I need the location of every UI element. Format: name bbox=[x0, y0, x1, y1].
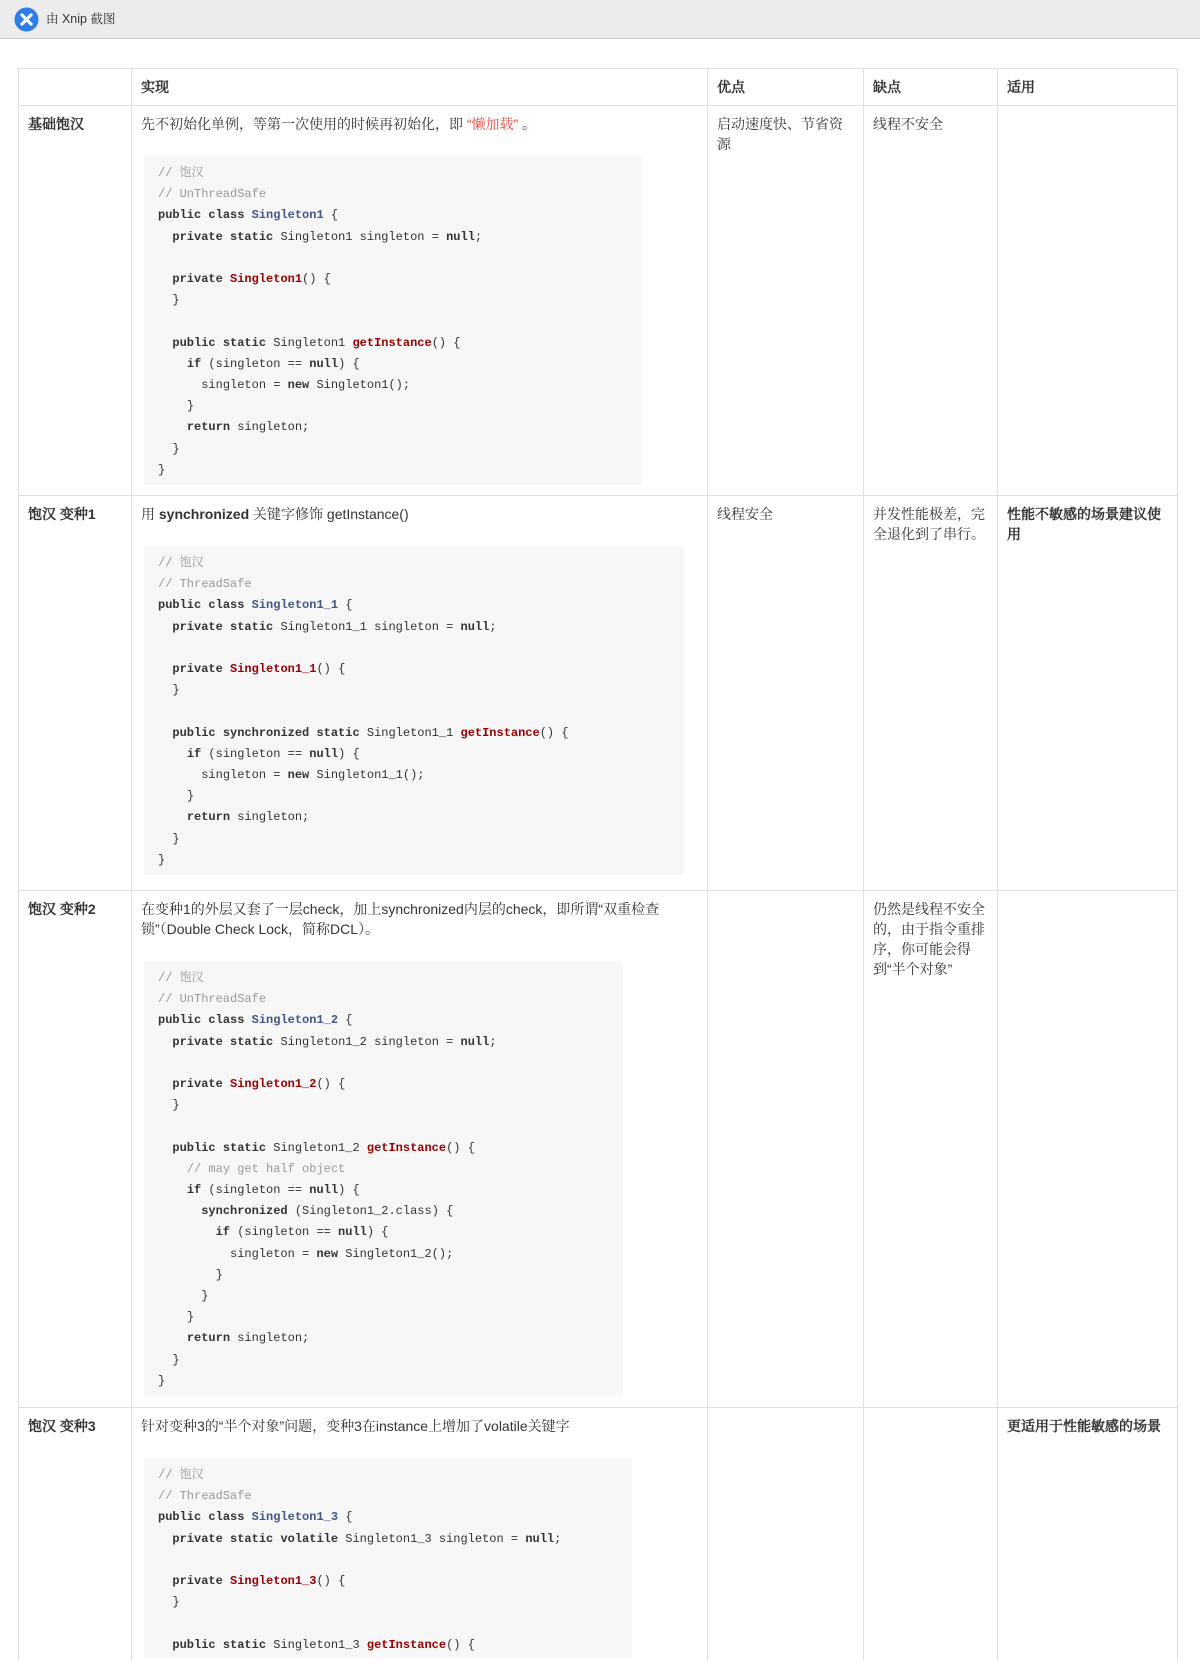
code-line: return singleton; bbox=[186, 420, 310, 435]
code-keyword: public bbox=[172, 725, 216, 740]
code-keyword: null bbox=[525, 1531, 555, 1546]
implementation-cell bbox=[132, 1408, 708, 1660]
code-line bbox=[158, 1486, 618, 1507]
table-row bbox=[19, 496, 1178, 891]
code-line bbox=[158, 1053, 609, 1074]
code-keyword: null bbox=[309, 746, 339, 761]
code-class-name: Singleton1 bbox=[251, 208, 324, 223]
code-line: private Singleton1_2() { bbox=[172, 1077, 346, 1091]
code-line: private Singleton1_3() { bbox=[172, 1574, 346, 1588]
code-function-name: getInstance bbox=[366, 1637, 447, 1652]
code-keyword: static bbox=[230, 229, 274, 244]
code-keyword: private bbox=[172, 662, 223, 676]
code-comment: // 饱汉 bbox=[158, 1468, 204, 1482]
implementation-cell bbox=[132, 891, 708, 1408]
code-keyword: private bbox=[172, 619, 223, 634]
code-keyword: static bbox=[230, 1531, 274, 1546]
code-comment: // UnThreadSafe bbox=[158, 992, 267, 1007]
code-function-name: Singleton1 bbox=[230, 272, 303, 286]
code-function-name: Singleton1_3 bbox=[230, 1574, 317, 1588]
code-line: public class Singleton1_1 { bbox=[158, 598, 353, 613]
cons-cell: 并发性能极差，完全退化到了串行。 bbox=[864, 496, 998, 891]
table-row bbox=[19, 891, 1178, 1408]
code-line: if (singleton == null) { bbox=[186, 356, 360, 371]
code-function-name: getInstance bbox=[352, 335, 432, 350]
code-keyword: return bbox=[186, 1331, 231, 1346]
table-row bbox=[19, 106, 1178, 496]
code-class-name: Singleton1_3 bbox=[251, 1510, 339, 1525]
code-line: singleton = new Singleton1(); bbox=[201, 378, 411, 392]
code-line bbox=[158, 638, 670, 659]
code-keyword: synchronized bbox=[201, 1204, 288, 1219]
code-keyword: volatile bbox=[280, 1531, 339, 1546]
capture-label: 由 Xnip 截图 bbox=[46, 12, 116, 26]
code-line: } bbox=[172, 1352, 180, 1367]
code-keyword: static bbox=[222, 1637, 267, 1652]
code-comment: // may get half object bbox=[186, 1161, 346, 1176]
header-cons: 缺点 bbox=[864, 69, 998, 106]
code-line bbox=[158, 1465, 618, 1486]
code-line: private static Singleton1_2 singleton = null; bbox=[172, 1034, 497, 1049]
code-class-name: Singleton1_1 bbox=[251, 598, 339, 613]
code-comment: // 饱汉 bbox=[158, 971, 204, 985]
implementation-description bbox=[141, 504, 698, 524]
implementation-description: 针对变种3的“半个对象”问题，变种3在instance上增加了volatile关键字 bbox=[141, 1418, 570, 1434]
code-function-name: Singleton1_2 bbox=[230, 1077, 317, 1091]
code-keyword: null bbox=[460, 619, 490, 634]
code-line: public synchronized static Singleton1_1 getInstance() { bbox=[172, 725, 569, 740]
code-keyword: if bbox=[186, 746, 202, 761]
code-line: synchronized (Singleton1_2.class) { bbox=[201, 1204, 454, 1219]
code-line: } bbox=[158, 852, 166, 867]
table-header-row bbox=[19, 69, 1178, 106]
usage-cell bbox=[998, 891, 1178, 1408]
code-line: singleton = new Singleton1_1(); bbox=[201, 768, 425, 782]
code-keyword: public bbox=[172, 1140, 216, 1155]
row-name: 饱汉 变种1 bbox=[19, 496, 132, 891]
code-keyword: private bbox=[172, 1531, 223, 1546]
singleton-comparison-table bbox=[18, 68, 1178, 1660]
code-keyword: class bbox=[208, 1013, 245, 1028]
code-line: } bbox=[172, 831, 180, 846]
implementation-description: 在变种1的外层又套了一层check，加上synchronized内层的check，即所谓“双重检查锁”（Double Check Lock，简称DCL）。 bbox=[141, 901, 660, 937]
code-keyword: class bbox=[208, 598, 245, 613]
code-keyword: if bbox=[186, 356, 202, 371]
pros-cell bbox=[708, 891, 864, 1408]
code-comment: // ThreadSafe bbox=[158, 1489, 252, 1504]
code-line bbox=[158, 311, 628, 332]
code-line: } bbox=[172, 683, 180, 698]
code-line: } bbox=[201, 1289, 209, 1304]
code-line: private static volatile Singleton1_3 singleton = null; bbox=[172, 1531, 562, 1546]
code-comment: // 饱汉 bbox=[158, 556, 204, 570]
code-keyword: return bbox=[186, 810, 231, 825]
code-line: private Singleton1_1() { bbox=[172, 662, 346, 676]
code-keyword: synchronized bbox=[222, 725, 310, 740]
code-keyword: null bbox=[460, 1034, 490, 1049]
code-line: if (singleton == null) { bbox=[186, 1183, 360, 1197]
code-line: private static Singleton1 singleton = null; bbox=[172, 229, 483, 244]
code-keyword: public bbox=[158, 1510, 202, 1525]
usage-cell: 更适用于性能敏感的场景 bbox=[998, 1408, 1178, 1660]
code-keyword: new bbox=[287, 768, 310, 782]
implementation-cell bbox=[132, 106, 708, 496]
code-line: } bbox=[158, 462, 166, 477]
code-line: if (singleton == null) { bbox=[215, 1225, 389, 1240]
implementation-cell bbox=[132, 496, 708, 891]
code-block[interactable] bbox=[144, 546, 684, 875]
code-comment: // ThreadSafe bbox=[158, 577, 252, 592]
code-line bbox=[158, 184, 628, 205]
cons-cell: 仍然是线程不安全的，由于指令重排序，你可能会得到“半个对象” bbox=[864, 891, 998, 1408]
code-keyword: null bbox=[446, 229, 475, 244]
code-line bbox=[158, 701, 670, 722]
code-keyword: if bbox=[215, 1225, 231, 1240]
code-line: } bbox=[186, 1310, 195, 1325]
code-line: public class Singleton1 { bbox=[158, 208, 339, 223]
code-line: } bbox=[186, 399, 195, 414]
code-line: return singleton; bbox=[186, 1331, 310, 1346]
code-keyword: static bbox=[222, 335, 267, 350]
header-cell-blank bbox=[19, 69, 132, 106]
code-class-name: Singleton1_2 bbox=[251, 1013, 339, 1028]
code-keyword: null bbox=[309, 356, 339, 371]
code-keyword: public bbox=[172, 1637, 216, 1652]
code-line bbox=[158, 1613, 618, 1634]
code-line: } bbox=[186, 789, 195, 804]
description-highlight: “懒加载” bbox=[466, 116, 519, 132]
code-keyword: static bbox=[316, 725, 360, 740]
code-line: public static Singleton1_2 getInstance() { bbox=[172, 1140, 475, 1155]
code-line bbox=[158, 1550, 618, 1571]
code-keyword: new bbox=[316, 1246, 339, 1261]
table-row bbox=[19, 1408, 1178, 1660]
header-pros: 优点 bbox=[708, 69, 864, 106]
pros-cell: 线程安全 bbox=[708, 496, 864, 891]
code-keyword: static bbox=[222, 1140, 267, 1155]
code-keyword: public bbox=[172, 335, 216, 350]
code-line: if (singleton == null) { bbox=[186, 746, 360, 761]
code-comment: // 饱汉 bbox=[158, 166, 204, 180]
code-line: } bbox=[158, 1373, 166, 1388]
code-keyword: public bbox=[158, 208, 202, 223]
code-block[interactable] bbox=[144, 156, 642, 485]
code-keyword: static bbox=[230, 1034, 274, 1049]
header-implementation: 实现 bbox=[132, 69, 708, 106]
code-comment: // UnThreadSafe bbox=[158, 187, 267, 202]
pros-cell: 启动速度快、节省资源 bbox=[708, 106, 864, 496]
code-line: singleton = new Singleton1_2(); bbox=[230, 1246, 454, 1261]
code-function-name: getInstance bbox=[460, 725, 540, 740]
code-line bbox=[158, 1159, 609, 1180]
code-keyword: private bbox=[172, 1077, 223, 1091]
code-line bbox=[158, 163, 628, 184]
description-text: 先不初始化单例，等第一次使用的时候再初始化，即 bbox=[141, 116, 467, 132]
code-keyword: static bbox=[230, 619, 274, 634]
header-usage: 适用 bbox=[998, 69, 1178, 106]
code-line bbox=[158, 968, 609, 989]
row-name: 饱汉 变种3 bbox=[19, 1408, 132, 1660]
code-keyword: new bbox=[287, 378, 310, 392]
code-keyword: if bbox=[186, 1183, 202, 1197]
code-line bbox=[158, 1116, 609, 1137]
code-line: } bbox=[172, 1595, 180, 1610]
row-name: 基础饱汉 bbox=[19, 106, 132, 496]
description-text: 关键字修饰 getInstance() bbox=[249, 506, 409, 522]
code-keyword: null bbox=[309, 1183, 339, 1197]
code-line: public static Singleton1 getInstance() { bbox=[172, 335, 461, 350]
usage-cell: 性能不敏感的场景建议使用 bbox=[998, 496, 1178, 891]
description-text: 。 bbox=[518, 116, 537, 132]
code-keyword: private bbox=[172, 1034, 223, 1049]
code-function-name: Singleton1_1 bbox=[230, 662, 317, 676]
code-line: public class Singleton1_2 { bbox=[158, 1013, 353, 1028]
pros-cell bbox=[708, 1408, 864, 1660]
code-line bbox=[158, 248, 628, 269]
description-text: 用 bbox=[141, 506, 159, 522]
code-line: public class Singleton1_3 { bbox=[158, 1510, 353, 1525]
row-name: 饱汉 变种2 bbox=[19, 891, 132, 1408]
description-bold: synchronized bbox=[158, 506, 250, 522]
implementation-description bbox=[141, 114, 698, 134]
code-keyword: return bbox=[186, 420, 231, 435]
code-keyword: private bbox=[172, 1574, 223, 1588]
code-line: private static Singleton1_1 singleton = null; bbox=[172, 619, 497, 634]
code-keyword: public bbox=[158, 1013, 202, 1028]
capture-toolbar bbox=[0, 0, 1200, 39]
code-line bbox=[158, 574, 670, 595]
code-block[interactable] bbox=[144, 1458, 632, 1658]
code-keyword: class bbox=[208, 208, 245, 223]
code-keyword: class bbox=[208, 1510, 245, 1525]
code-line: } bbox=[172, 293, 180, 308]
cons-cell bbox=[864, 1408, 998, 1660]
code-line: return singleton; bbox=[186, 810, 310, 825]
code-line bbox=[158, 989, 609, 1010]
code-line: } bbox=[215, 1267, 223, 1282]
code-keyword: private bbox=[172, 272, 223, 286]
cons-cell: 线程不安全 bbox=[864, 106, 998, 496]
usage-cell bbox=[998, 106, 1178, 496]
code-function-name: getInstance bbox=[366, 1140, 447, 1155]
code-keyword: public bbox=[158, 598, 202, 613]
code-keyword: null bbox=[338, 1225, 367, 1240]
code-line bbox=[158, 553, 670, 574]
code-block[interactable] bbox=[144, 961, 623, 1396]
code-line: private Singleton1() { bbox=[172, 272, 331, 286]
code-line: public static Singleton1_3 getInstance() { bbox=[172, 1637, 475, 1652]
xnip-logo-icon[interactable] bbox=[14, 7, 39, 32]
code-line: } bbox=[172, 441, 180, 456]
code-keyword: private bbox=[172, 229, 223, 244]
code-line: } bbox=[172, 1098, 180, 1113]
